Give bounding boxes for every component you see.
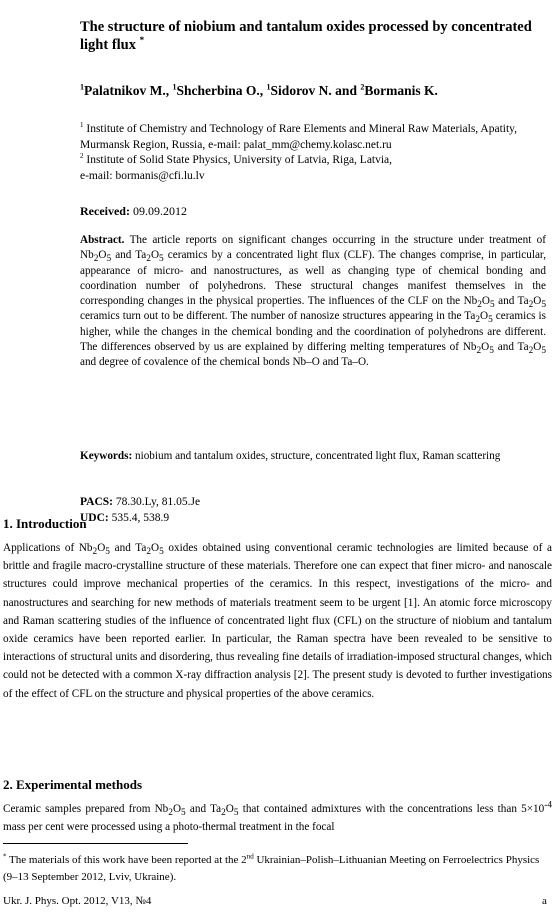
classification-codes: [80, 495, 200, 526]
abstract-text: O: [533, 295, 542, 308]
pacs-value: 78.30.Ly, 81.05.Je: [113, 496, 201, 508]
subscript: 5: [488, 315, 493, 326]
body-text: oxides obtained using conventional ceramic technologies are limited because of a brittle and fragile macro-crystalline structure of these materials. Therefore one can expect that finer micro- and nanoscale structures could improve mechanical properties of the ceramics. In this respect, investigations of the micro- and nanostructures and searching for new methods of materials treatment seem to be urgent [1]. An atomic force microscopy and Raman scattering studies of the influence of concentrated light flux (CFL) on the structure of niobium and tantalum oxide ceramics have been reported earlier. In particular, the Raman spectra have been revealed to be sensitive to interactions of structural units and disordering, thus revealing fine details of irradiation-imposed structural changes, which could not be detected with a common X-ray diffraction analysis [2]. The present study is devoted to further investigations of the effect of CFL on the structure and physical properties of the above ceramics.: [3, 542, 552, 700]
subscript: 2: [221, 808, 226, 819]
author-affil-mark: 1: [172, 82, 177, 92]
subscript: 5: [106, 254, 112, 265]
affil-text: Institute of Solid State Physics, University of Latvia, Riga, Latvia,: [83, 154, 393, 167]
footnote-text: The materials of this work have been reported at the 2: [6, 854, 247, 866]
footnote-mark: *: [3, 852, 7, 861]
body-text: Applications of Nb: [3, 542, 93, 554]
subscript: 5: [181, 808, 186, 819]
journal-running-footer: Ukr. J. Phys. Opt. 2012, V13, №4: [3, 895, 152, 907]
subscript: 5: [541, 300, 546, 311]
footnote: [3, 852, 552, 885]
footnote-text: Ukrainian–Polish–Lithuanian Meeting on Ferroelectrics Physics (9–13 September 2012, Lviv, Ukraine).: [3, 854, 540, 883]
subscript: 5: [233, 808, 239, 819]
udc-value: 535.4, 538.9: [108, 511, 170, 524]
body-text: O: [225, 803, 234, 815]
body-text: O: [150, 542, 160, 554]
received-value: 09.09.2012: [129, 204, 187, 218]
abstract-text: and degree of covalence of the chemical bonds Nb–O and Ta–O.: [80, 356, 369, 369]
abstract-text: O: [481, 341, 490, 354]
subscript: 2: [92, 547, 98, 558]
abstract-text: O: [150, 249, 160, 262]
author-name: Palatnikov M.,: [84, 83, 173, 98]
title-text: The structure of niobium and tantalum oxides processed by concentrated light flux: [80, 19, 532, 53]
paper-title: [80, 18, 546, 54]
body-text: that contained admixtures with the concentrations less than 5×10: [238, 803, 545, 815]
subscript: 2: [146, 547, 151, 558]
section-heading-methods: 2. Experimental methods: [3, 777, 143, 792]
subscript: 5: [490, 300, 495, 311]
subscript: 2: [528, 300, 534, 311]
abstract-text: ceramics by a concentrated light flux (CLF). The changes comprise, in particular, appearance of micro- and nanostructures, as well as changing type of chemical bonding and coordination number of polyhedrons. These structural changes manifest themselves in the corresponding changes in the physical properties. The influences of the CLF on the Nb: [80, 249, 546, 308]
author-affil-mark: 1: [80, 82, 84, 92]
subscript: 2: [477, 300, 482, 311]
abstract-text: and Ta: [111, 249, 147, 262]
abstract-text: and Ta: [493, 341, 529, 354]
subscript: 2: [168, 808, 173, 819]
title-footnote-mark: *: [139, 35, 145, 46]
abstract-text: The article reports on significant changes occurring in the structure under treatment of Nb: [80, 234, 546, 262]
subscript: 5: [159, 254, 164, 265]
author-affil-mark: 2: [360, 82, 365, 92]
subscript: 5: [489, 346, 494, 357]
subscript: 2: [93, 254, 99, 265]
affil-mark: 2: [80, 152, 84, 161]
abstract-text: and Ta: [494, 295, 529, 308]
author-name: Bormanis K.: [364, 83, 438, 98]
abstract-label: Abstract.: [80, 234, 125, 246]
received-date: [80, 204, 187, 219]
abstract-text: O: [481, 295, 491, 308]
subscript: 5: [105, 547, 110, 558]
body-text: O: [172, 803, 182, 815]
abstract-text: O: [533, 341, 542, 354]
affiliation-2: [80, 153, 546, 169]
author-name: Shcherbina O.,: [176, 83, 267, 98]
superscript: -4: [544, 800, 552, 811]
abstract: [80, 233, 546, 371]
body-text: mass per cent were processed using a photo-thermal treatment in the focal: [3, 821, 335, 834]
page-number: a: [542, 895, 547, 907]
author-affil-mark: 1: [266, 82, 271, 92]
subscript: 5: [159, 547, 164, 558]
subscript: 2: [146, 254, 151, 265]
author-list: [80, 82, 546, 100]
pacs-line: [80, 495, 200, 511]
body-text: and Ta: [185, 803, 222, 815]
body-text: Ceramic samples prepared from Nb: [3, 803, 169, 815]
udc-label: UDC:: [80, 511, 109, 524]
affiliation-1: [80, 122, 546, 153]
abstract-text: ceramics turn out to be different. The number of nanosize structures appearing in the Ta: [80, 310, 476, 323]
subscript: 2: [476, 346, 482, 357]
keywords: [80, 449, 546, 464]
footnote-divider: [3, 843, 188, 844]
affiliations: [80, 122, 546, 184]
introduction-paragraph: [3, 539, 552, 703]
abstract-text: O: [98, 249, 107, 262]
udc-line: [80, 511, 200, 527]
subscript: 5: [541, 346, 546, 357]
methods-paragraph: [3, 800, 552, 836]
section-heading-introduction: 1. Introduction: [3, 516, 87, 531]
abstract-text: O: [479, 310, 489, 323]
author-name: Sidorov N. and: [270, 83, 361, 98]
subscript: 2: [475, 315, 480, 326]
body-text: O: [97, 542, 106, 554]
affil-text: Institute of Chemistry and Technology of Rare Elements and Mineral Raw Materials, Apatity, Murmansk Region, Russia, e-mail: palat_mm@chemy.kolasc.net.ru: [80, 123, 518, 151]
superscript: nd: [246, 852, 254, 861]
abstract-text: ceramics is higher, while the changes in the chemical bonding and the coordination of polyhedrons are different. The differences observed by us are explained by differing melting temperatures of Nb: [80, 310, 547, 354]
body-text: and Ta: [109, 542, 147, 554]
keywords-label: Keywords:: [80, 450, 133, 462]
affiliation-2-email: e-mail: bormanis@cfi.lu.lv: [80, 169, 205, 182]
received-label: Received:: [80, 204, 130, 218]
keywords-text: niobium and tantalum oxides, structure, concentrated light flux, Raman scattering: [132, 450, 501, 462]
subscript: 2: [528, 346, 534, 357]
affil-mark: 1: [80, 121, 84, 130]
pacs-label: PACS:: [80, 496, 114, 508]
